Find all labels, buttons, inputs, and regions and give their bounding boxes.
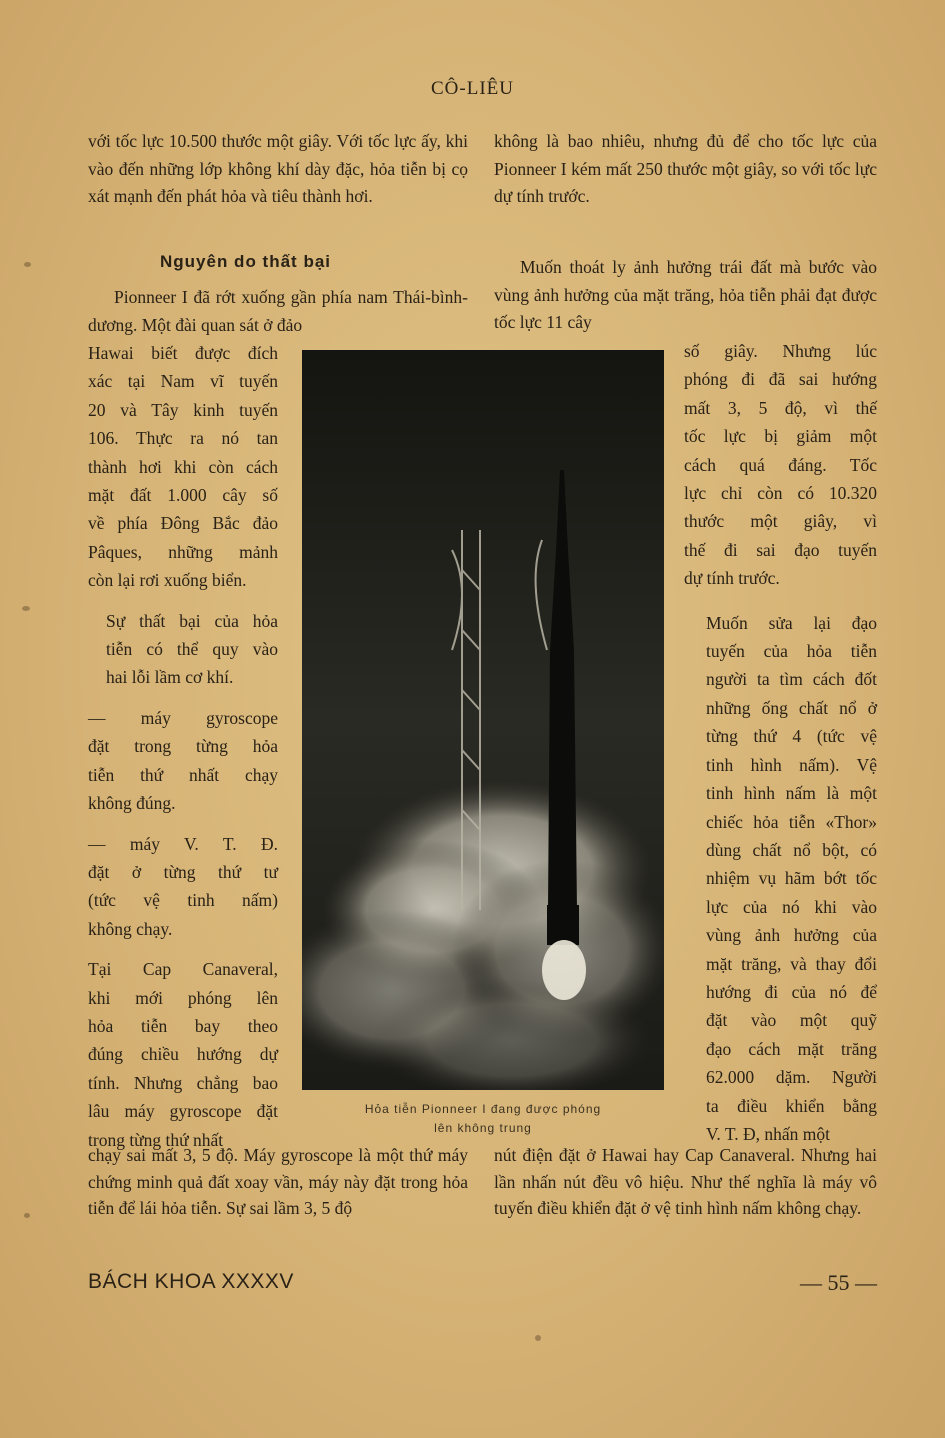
left-narrow-paragraph-4 xyxy=(88,830,278,944)
right-narrow-paragraph-1 xyxy=(684,337,877,593)
text-line: mất 3, 5 độ, vì thế xyxy=(684,397,877,418)
text-line: mặt trăng, và thay đổi xyxy=(706,953,877,974)
text-line: nhiệm vụ hãm bớt tốc xyxy=(706,868,877,889)
text-line: người ta tìm cách đốt xyxy=(706,669,877,690)
text-line: 106. Thực ra nó tan xyxy=(88,428,278,449)
right-paragraph-escape: Muốn thoát ly ảnh hưởng trái đất mà bước vào vùng ảnh hưởng của mặt trăng, hỏa tiễn phải đạt được tốc lực 11 cây xyxy=(494,257,877,333)
caption-line-2: lên không trung xyxy=(434,1121,532,1135)
text-line: tinh hình nấm là một xyxy=(706,783,877,804)
text-line: lâu máy gyroscope đặt xyxy=(88,1101,278,1122)
text-line: đúng chiều hướng dự xyxy=(88,1044,278,1065)
text-line: (tức vệ tinh nấm) xyxy=(88,890,278,911)
text-line: đặt vào một quỹ xyxy=(706,1010,877,1031)
text-line: lực của nó khi vào xyxy=(706,896,877,917)
text-line: mặt đất 1.000 cây số xyxy=(88,485,278,506)
text-line: 20 và Tây kinh tuyến xyxy=(88,399,278,420)
text-line: dự tính trước. xyxy=(684,568,780,589)
text-line: vùng ảnh hưởng của xyxy=(706,925,877,946)
right-narrow-column xyxy=(684,337,877,1148)
text-line: hỏa tiễn bay theo xyxy=(88,1015,278,1036)
text-line: tinh hình nấm). Vệ xyxy=(706,754,877,775)
section-heading: Nguyên do thất bại xyxy=(160,252,331,271)
text-line: tính. Nhưng chẳng bao xyxy=(88,1072,278,1093)
text-line: những ống chất nổ ở xyxy=(706,697,877,718)
text-line: phóng đi đã sai hướng xyxy=(684,369,877,390)
text-line: không đúng. xyxy=(88,793,176,814)
right-bottom-paragraph: nút điện đặt ở Hawai hay Cap Canaveral. Nhưng hai lần nhấn nút đều vô hiệu. Như thế nghĩa là máy vô tuyến điều khiển đặt ở vệ tinh hình nấm không chạy. xyxy=(494,1145,877,1218)
text-line: thế đi sai đạo tuyến xyxy=(684,539,877,560)
magazine-issue-label: BÁCH KHOA XXXXV xyxy=(88,1270,294,1293)
text-line: Pâques, những mảnh xyxy=(88,541,278,562)
text-line: đạo cách mặt trăng xyxy=(706,1038,877,1059)
text-line: V. T. Đ, nhấn một xyxy=(706,1123,830,1144)
text-line: không chạy. xyxy=(88,918,173,939)
text-line: khi mới phóng lên xyxy=(88,987,278,1008)
text-line: — máy gyroscope xyxy=(88,707,278,728)
text-line: dùng chất nổ bột, có xyxy=(706,839,877,860)
text-line: đặt trong từng hỏa xyxy=(88,736,278,757)
text-line: thành hơi khi còn cách xyxy=(88,456,278,477)
text-line: thước một giây, vì xyxy=(684,511,877,532)
text-line: chiếc hỏa tiễn «Thor» xyxy=(706,811,877,832)
paper-mark xyxy=(22,606,30,611)
left-paragraph-pionneer: Pionneer I đã rớt xuống gần phía nam Thái-bình-dương. Một đài quan sát ở đảo xyxy=(88,287,468,335)
paper-mark xyxy=(535,1335,541,1341)
text-line: ta điều khiển bằng xyxy=(706,1095,877,1116)
text-line: còn lại rơi xuống biển. xyxy=(88,570,247,591)
text-line: Hawai biết được đích xyxy=(88,343,278,363)
left-narrow-paragraph-2 xyxy=(88,607,278,692)
right-narrow-paragraph-2 xyxy=(684,609,877,1149)
left-narrow-paragraph-3 xyxy=(88,704,278,818)
caption-line-1: Hỏa tiễn Pionneer I đang được phóng xyxy=(364,1102,602,1116)
text-line: tiễn thứ nhất chạy xyxy=(88,764,278,785)
text-line: trong từng thứ nhất xyxy=(88,1129,224,1150)
paper-mark xyxy=(24,262,31,267)
photo-caption xyxy=(302,1100,664,1138)
text-line: tuyến của hỏa tiễn xyxy=(706,641,877,662)
text-line: tiễn có thể quy vào xyxy=(106,639,278,660)
left-top-paragraph: với tốc lực 10.500 thước một giây. Với tốc lực ấy, khi vào đến những lớp không khí dày đặc, hỏa tiễn bị cọ xát mạnh đến phát hỏa và tiêu thành hơi. xyxy=(88,131,468,207)
text-line: — máy V. T. Đ. xyxy=(88,833,278,854)
text-line: về phía Đông Bắc đảo xyxy=(88,513,278,534)
left-bottom-paragraph: chạy sai mất 3, 5 độ. Máy gyroscope là một thứ máy chứng minh quả đất xoay vần, máy này đặt trong hỏa tiễn để lái hỏa tiễn. Sự sai lầm 3, 5 độ xyxy=(88,1145,468,1218)
text-line: Tại Cap Canaveral, xyxy=(88,959,278,980)
text-line: 62.000 dặm. Người xyxy=(706,1067,877,1088)
left-narrow-paragraph-1 xyxy=(88,339,278,595)
text-line: từng thứ 4 (tức vệ xyxy=(706,726,877,747)
text-line: số giây. Nhưng lúc xyxy=(684,341,877,361)
right-top-paragraph: không là bao nhiêu, nhưng đủ để cho tốc lực của Pionneer I kém mất 250 thước một giây, so với tốc lực dự tính trước. xyxy=(494,131,877,207)
left-narrow-column xyxy=(88,339,278,1154)
text-line: Muốn sửa lại đạo xyxy=(706,612,877,633)
left-narrow-paragraph-5 xyxy=(88,955,278,1154)
text-line: hai lỗi lầm cơ khí. xyxy=(106,667,234,688)
text-line: đặt ở từng thứ tư xyxy=(88,861,278,882)
text-line: cách quá đáng. Tốc xyxy=(684,454,877,475)
page-number: — 55 — xyxy=(800,1270,877,1295)
rocket-launch-photo xyxy=(302,350,664,1090)
text-line: Sự thất bại của hỏa xyxy=(106,610,278,631)
text-line: xác tại Nam vĩ tuyến xyxy=(88,371,278,392)
paper-mark xyxy=(24,1213,30,1218)
text-line: tốc lực bị giảm một xyxy=(684,426,877,447)
text-line: lực chỉ còn có 10.320 xyxy=(684,483,877,504)
text-line: hướng đi của nó để xyxy=(706,981,877,1002)
running-header: CÔ-LIÊU xyxy=(431,78,514,99)
